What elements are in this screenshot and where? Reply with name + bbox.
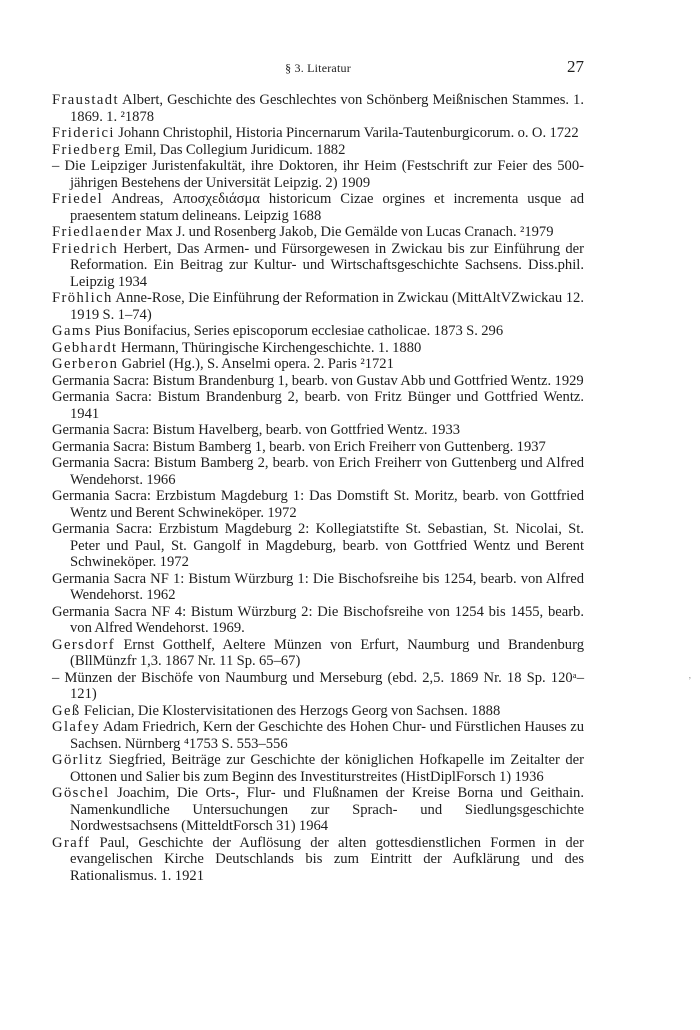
entry-author: Friedberg bbox=[52, 141, 122, 158]
entry-text: Germania Sacra: Bistum Havelberg, bearb. von Gottfried Wentz. 1933 bbox=[52, 422, 461, 438]
bibliography-entry bbox=[52, 521, 584, 571]
entry-author: Fraustadt bbox=[52, 92, 119, 108]
margin-mark: , bbox=[688, 670, 691, 680]
bibliography-entry bbox=[52, 241, 584, 291]
bibliography-entry bbox=[52, 191, 584, 224]
bibliography-entry bbox=[52, 340, 584, 357]
entry-text: Münzen der Bischöfe von Naumburg und Merseburg (ebd. 2,5. 1869 Nr. 18 Sp. 120ᵃ–121) bbox=[59, 669, 584, 702]
entry-text: Andreas, Αποσχεδιάσμα historicum Cizae orgines et incrementa usque ad praesentem statum delineans. Leipzig 1688 bbox=[70, 191, 584, 224]
entry-text: Germania Sacra: Erzbistum Magdeburg 1: Das Domstift St. Moritz, bearb. von Gottfried Wentz und Berent Schwineköper. 1972 bbox=[52, 488, 584, 521]
bibliography-entry bbox=[52, 835, 584, 885]
bibliography-entry bbox=[52, 604, 584, 637]
entry-text: Joachim, Die Orts-, Flur- und Flußnamen der Kreise Borna und Geithain. Namenkundliche Untersuchungen zur Sprach- und Siedlungsgeschichte Nordwestsachsens (MitteldtForsch 31) 1964 bbox=[70, 785, 584, 834]
entry-text: Emil, Das Collegium Juridicum. 1882 bbox=[121, 141, 346, 158]
entry-author: Friderici bbox=[52, 125, 115, 141]
page-header bbox=[52, 57, 584, 80]
bibliography-entry bbox=[52, 158, 584, 191]
page-number: 27 bbox=[567, 57, 584, 76]
entry-text: Germania Sacra NF 4: Bistum Würzburg 2: Die Bischofsreihe von 1254 bis 1455, bearb. von Alfred Wendehorst. 1969. bbox=[52, 603, 584, 636]
bibliography-entry bbox=[52, 224, 584, 241]
bibliography-entry bbox=[52, 323, 584, 340]
entry-author: Göschel bbox=[52, 785, 110, 801]
entry-author: Glafey bbox=[52, 719, 101, 735]
bibliography-entry bbox=[52, 785, 584, 835]
bibliography-entry bbox=[52, 637, 584, 670]
entry-text: Germania Sacra: Bistum Bamberg 1, bearb. von Erich Freiherr von Guttenberg. 1937 bbox=[52, 438, 546, 455]
entry-author: Gebhardt bbox=[52, 339, 118, 356]
entry-author: Gerberon bbox=[52, 356, 119, 372]
entry-text: Ernst Gotthelf, Aeltere Münzen von Erfurt, Naumburg und Brandenburg (BllMünzfr 1,3. 1867 Nr. 11 Sp. 65–67) bbox=[70, 636, 584, 669]
entry-author: Friedrich bbox=[52, 240, 119, 257]
entry-text: Germania Sacra: Bistum Brandenburg 1, bearb. von Gustav Abb und Gottfried Wentz. 1929 bbox=[52, 372, 584, 389]
entry-text: Germania Sacra: Bistum Brandenburg 2, bearb. von Fritz Bünger und Gottfried Wentz. 1941 bbox=[52, 389, 584, 422]
bibliography-entry bbox=[52, 488, 584, 521]
bibliography-entry bbox=[52, 439, 584, 456]
entry-text: Johann Christophil, Historia Pincernarum Varila-Tautenburgicorum. o. O. 1722 bbox=[114, 125, 579, 141]
entry-text: Germania Sacra: Erzbistum Magdeburg 2: Kollegiatstifte St. Sebastian, St. Nicolai, St. Peter und Paul, St. Gangolf in Magdeburg, bearb. von Gottfried Wentz und Berent Schwineköper. 1972 bbox=[52, 521, 584, 570]
entry-author: Gersdorf bbox=[52, 636, 116, 653]
entry-author: Graff bbox=[52, 834, 91, 851]
entry-author: Gams bbox=[52, 323, 92, 339]
bibliography-entry bbox=[52, 373, 584, 390]
entry-text: Germania Sacra NF 1: Bistum Würzburg 1: Die Bischofsreihe bis 1254, bearb. von Alfred Wendehorst. 1962 bbox=[52, 570, 584, 603]
entry-text: Felician, Die Klostervisitationen des Herzogs Georg von Sachsen. 1888 bbox=[80, 702, 501, 719]
entry-text: Die Leipziger Juristenfakultät, ihre Doktoren, ihr Heim (Festschrift zur Feier des 500-jährigen Bestehens der Universität Leipzig. 2) 1909 bbox=[59, 158, 584, 191]
entry-text: Pius Bonifacius, Series episcoporum ecclesiae catholicae. 1873 S. 296 bbox=[91, 323, 504, 339]
bibliography-entry bbox=[52, 670, 584, 703]
running-head: § 3. Literatur bbox=[285, 61, 351, 75]
entry-author: Fröhlich bbox=[52, 290, 113, 306]
entry-text: Hermann, Thüringische Kirchengeschichte. 1. 1880 bbox=[117, 339, 422, 356]
entry-author: Friedlaender bbox=[52, 224, 143, 240]
entry-author: Friedel bbox=[52, 191, 104, 207]
bibliography-entry bbox=[52, 92, 584, 125]
bibliography-entry bbox=[52, 142, 584, 159]
bibliography-entry bbox=[52, 290, 584, 323]
bibliography-entry bbox=[52, 719, 584, 752]
entry-text: Anne-Rose, Die Einführung der Reformation in Zwickau (MittAltVZwickau 12. 1919 S. 1–74) bbox=[70, 290, 584, 323]
bibliography-entry bbox=[52, 703, 584, 720]
entry-author: Geß bbox=[52, 702, 81, 719]
bibliography-entry bbox=[52, 752, 584, 785]
entry-text: Albert, Geschichte des Geschlechtes von Schönberg Meißnischen Stammes. 1. 1869. 1. ²1878 bbox=[70, 92, 584, 125]
entry-text: Gabriel (Hg.), S. Anselmi opera. 2. Paris ²1721 bbox=[118, 356, 394, 372]
entry-author: – bbox=[52, 158, 60, 174]
entry-text: Germania Sacra: Bistum Bamberg 2, bearb. von Erich Freiherr von Guttenberg und Alfred Wendehorst. 1966 bbox=[52, 455, 584, 488]
entry-text: Siegfried, Beiträge zur Geschichte der königlichen Hofkapelle im Zeitalter der Ottonen und Salier bis zum Beginn des Investiturstreites (HistDiplForsch 1) 1936 bbox=[70, 752, 584, 785]
bibliography-list bbox=[52, 92, 584, 884]
bibliography-entry bbox=[52, 422, 584, 439]
bibliography-entry bbox=[52, 125, 584, 142]
bibliography-entry bbox=[52, 389, 584, 422]
bibliography-entry bbox=[52, 571, 584, 604]
entry-text: Max J. und Rosenberg Jakob, Die Gemälde von Lucas Cranach. ²1979 bbox=[142, 224, 554, 240]
entry-text: Herbert, Das Armen- und Fürsorgewesen in Zwickau bis zur Einführung der Reformation. Ein Beitrag zur Kultur- und Wirtschaftsgeschichte Sachsens. Diss.phil. Leipzig 1934 bbox=[70, 240, 584, 290]
bibliography-entry bbox=[52, 455, 584, 488]
entry-text: Adam Friedrich, Kern der Geschichte des Hohen Chur- und Fürstlichen Hauses zu Sachsen. Nürnberg ⁴1753 S. 553–556 bbox=[70, 719, 584, 752]
entry-author: – bbox=[52, 669, 60, 686]
entry-text: Paul, Geschichte der Auflösung der alten gottesdienstlichen Formen in der evangelischen Kirche Deutschlands bis zum Eintritt der Aufklärung und des Rationalismus. 1. 1921 bbox=[70, 834, 584, 884]
entry-author: Görlitz bbox=[52, 752, 104, 768]
bibliography-entry bbox=[52, 356, 584, 373]
